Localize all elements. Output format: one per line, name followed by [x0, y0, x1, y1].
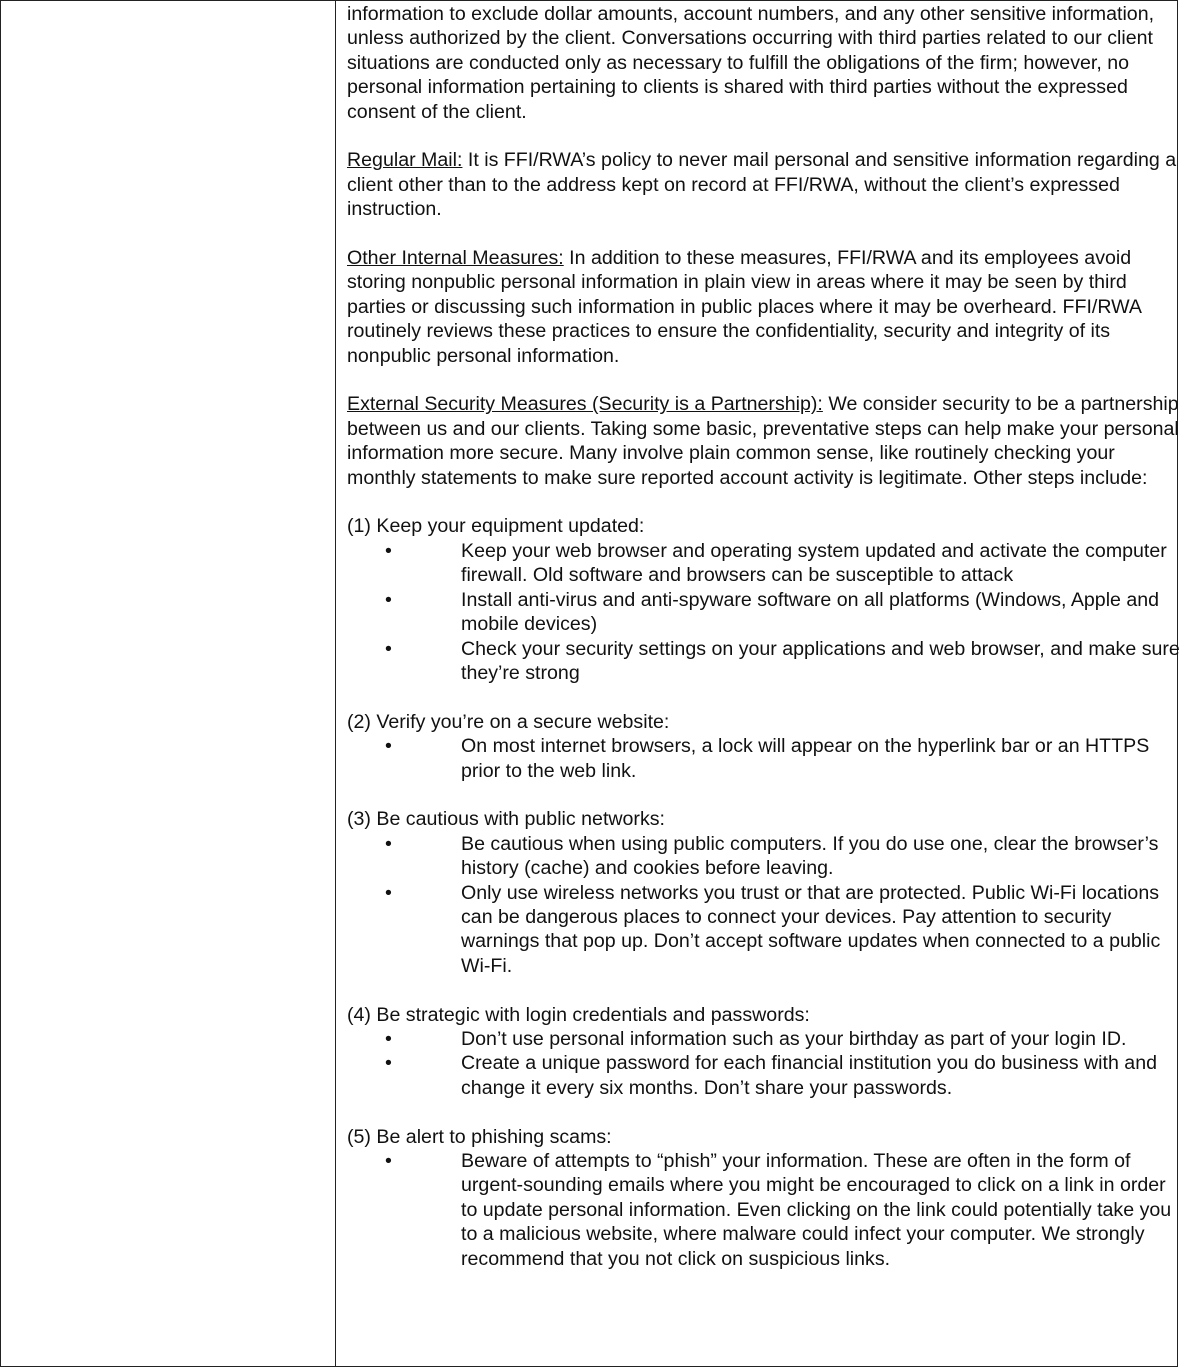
step-title: (4) Be strategic with login credentials and passwords:: [347, 1003, 810, 1026]
step-3: [347, 807, 1182, 978]
list-item: [347, 1149, 1182, 1271]
step-title: (3) Be cautious with public networks:: [347, 808, 665, 831]
bullet-text: Create a unique password for each financial institution you do business with and change it every six months. Don’t share your passwords.: [461, 1052, 1157, 1099]
bullet-dot: •: [385, 881, 392, 904]
list-item: [347, 734, 1182, 783]
external-measures-paragraph: [347, 392, 1182, 490]
bullet-text: Check your security settings on your applications and web browser, and make sure they’re strong: [461, 637, 1180, 684]
bullet-list: [347, 539, 1182, 685]
step-title: (2) Verify you’re on a secure website:: [347, 710, 670, 733]
list-item: [347, 588, 1182, 637]
bullet-dot: •: [385, 1052, 392, 1075]
step-2: [347, 710, 1182, 783]
bullet-dot: •: [385, 832, 392, 855]
list-item: [347, 1051, 1182, 1100]
internal-measures-body: In addition to these measures, FFI/RWA and its employees avoid storing nonpublic personal information in plain view in areas where it may be seen by third parties or discussing such information in public places where it may be overheard. FFI/RWA routinely reviews these practices to ensure the confidentiality, security and integrity of its nonpublic personal information.: [347, 247, 1141, 367]
bullet-dot: •: [385, 735, 392, 758]
bullet-text: Only use wireless networks you trust or that are protected. Public Wi-Fi locations can be dangerous places to connect your devices. Pay attention to security warnings that pop up. Don’t accept software updates when connected to a public Wi-Fi.: [461, 881, 1161, 977]
bullet-text: On most internet browsers, a lock will appear on the hyperlink bar or an HTTPS prior to the web link.: [461, 735, 1150, 782]
left-column-cell: [1, 1, 336, 1366]
bullet-text: Install anti-virus and anti-spyware software on all platforms (Windows, Apple and mobile devices): [461, 588, 1160, 636]
bullet-dot: •: [385, 1149, 392, 1172]
list-item: [347, 881, 1182, 979]
step-1: [347, 514, 1182, 685]
step-title: (5) Be alert to phishing scams:: [347, 1125, 612, 1148]
external-measures-heading: External Security Measures (Security is a Partnership):: [347, 393, 823, 416]
bullet-text: Beware of attempts to “phish” your information. These are often in the form of urgent-sounding emails where you might be encouraged to click on a link in order to update personal information. Even clicking on the link could potentially take you to a malicious website, where malware could infect your computer. We strongly recommend that you not click on suspicious links.: [461, 1149, 1172, 1270]
internal-measures-paragraph: [347, 246, 1182, 368]
list-item: [347, 1027, 1182, 1051]
step-4: [347, 1003, 1182, 1101]
bullet-dot: •: [385, 1027, 392, 1050]
regular-mail-heading: Regular Mail:: [347, 149, 463, 172]
step-5: [347, 1125, 1182, 1271]
bullet-dot: •: [385, 637, 392, 660]
internal-measures-heading: Other Internal Measures:: [347, 247, 564, 270]
regular-mail-paragraph: [347, 148, 1182, 221]
list-item: [347, 832, 1182, 881]
bullet-text: Keep your web browser and operating system updated and activate the computer firewall. Old software and browsers can be susceptible to attack: [461, 539, 1167, 587]
bullet-text: Be cautious when using public computers. If you do use one, clear the browser’s history (cache) and cookies before leaving.: [461, 832, 1159, 880]
bullet-list: [347, 734, 1182, 783]
list-item: [347, 637, 1182, 686]
intro-paragraph: information to exclude dollar amounts, account numbers, and any other sensitive information, unless authorized by the client. Conversations occurring with third parties related to our client situations are conducted only as necessary to fulfill the obligations of the firm; however, no personal information pertaining to clients is shared with third parties without the expressed consent of the client.: [347, 3, 1155, 123]
bullet-text: Don’t use personal information such as your birthday as part of your login ID.: [461, 1027, 1127, 1050]
list-item: [347, 539, 1182, 588]
bullet-list: [347, 1027, 1182, 1100]
bullet-list: [347, 832, 1182, 978]
bullet-list: [347, 1149, 1182, 1271]
bullet-dot: •: [385, 539, 392, 562]
bullet-dot: •: [385, 588, 392, 611]
regular-mail-body: It is FFI/RWA’s policy to never mail personal and sensitive information regarding a client other than to the address kept on record at FFI/RWA, without the client’s expressed instruction.: [347, 149, 1177, 221]
step-title: (1) Keep your equipment updated:: [347, 515, 645, 538]
external-measures-body: We consider security to be a partnership between us and our clients. Taking some basic, preventative steps can help make your personal information more secure. Many involve plain common sense, like routinely checking your monthly statements to make sure reported account activity is legitimate. Other steps include:: [347, 393, 1179, 489]
right-column-content: [347, 2, 1182, 1295]
